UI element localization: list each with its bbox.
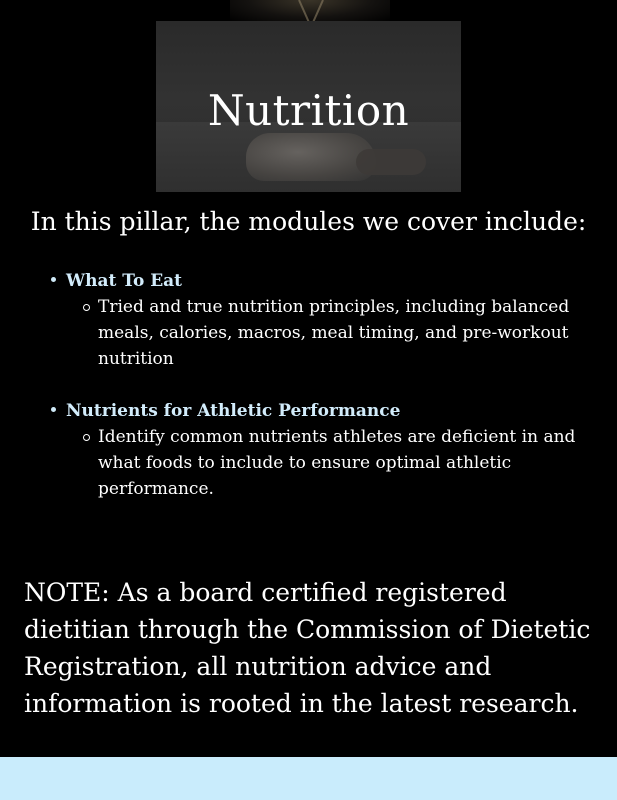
bullet-dot-icon [51, 407, 56, 412]
module-title: What To Eat [66, 271, 183, 291]
module-item [48, 268, 588, 372]
module-description [98, 424, 588, 502]
page-title: Nutrition [207, 86, 410, 135]
module-list [48, 268, 588, 528]
bullet-dot-icon [51, 277, 56, 282]
module-title: Nutrients for Athletic Performance [66, 401, 401, 421]
credential-note: NOTE: As a board certified registered dietitian through the Commission of Dietetic Registration, all nutrition advice and information is rooted in the latest research. [24, 578, 591, 718]
module-description [98, 294, 588, 372]
footer-band [0, 757, 617, 800]
module-description-text: Identify common nutrients athletes are deficient in and what foods to include to ensure optimal athletic performance. [98, 427, 576, 499]
module-description-text: Tried and true nutrition principles, including balanced meals, calories, macros, meal timing, and pre-workout nutrition [98, 297, 570, 369]
intro-text: In this pillar, the modules we cover include: [30, 207, 587, 236]
module-item [48, 398, 588, 502]
bullet-ring-icon [83, 434, 90, 441]
athlete-legs-silhouette [356, 149, 426, 175]
ceiling-light-image [230, 0, 390, 22]
hero-banner-image [156, 21, 461, 192]
bullet-ring-icon [83, 304, 90, 311]
